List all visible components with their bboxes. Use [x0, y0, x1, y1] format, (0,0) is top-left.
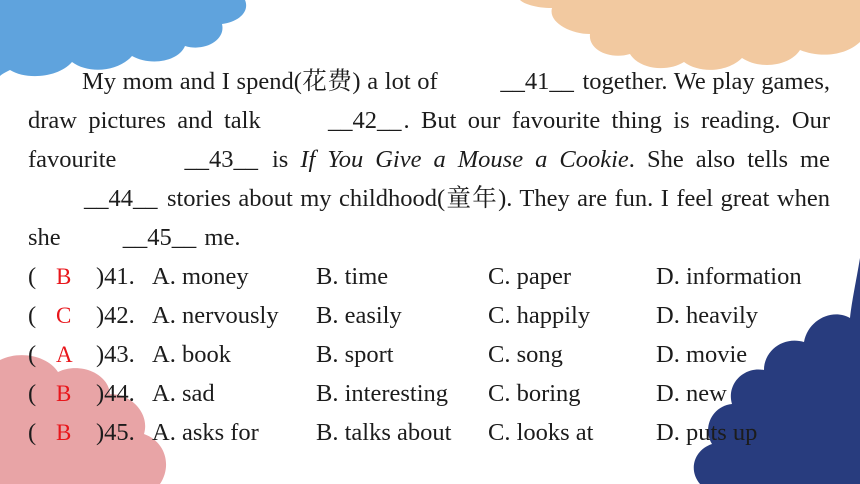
paren-open: ( — [28, 341, 37, 368]
answer-mark: B — [56, 381, 72, 406]
option-b: B. sport — [316, 341, 394, 368]
question-number: )41. — [96, 263, 135, 290]
passage-text: together. We play games, draw pictures and talk — [28, 68, 830, 134]
blank-45: __45__ — [122, 224, 197, 251]
blank-42: __42__ — [328, 107, 402, 134]
option-b: B. time — [316, 263, 389, 290]
blank-44: __44__ — [84, 185, 158, 212]
question-row — [28, 296, 848, 335]
passage-text: me. — [198, 224, 241, 251]
answer-mark: B — [56, 264, 72, 289]
passage-text: stories about my childhood(童年). They are fun. I feel great when she — [28, 185, 830, 251]
option-b: B. interesting — [316, 380, 449, 407]
reading-passage — [28, 62, 830, 257]
option-d: D. new — [656, 380, 727, 407]
option-b: B. talks about — [316, 419, 452, 446]
question-number: )42. — [96, 302, 135, 329]
passage-text: . But our favourite thing is reading. Our favourite — [28, 107, 830, 173]
option-a: A. book — [152, 341, 231, 368]
option-d: D. puts up — [656, 419, 758, 446]
option-a: A. nervously — [152, 302, 279, 329]
option-a: A. asks for — [152, 419, 259, 446]
option-d: D. information — [656, 263, 802, 290]
book-title: If You Give a Mouse a Cookie — [300, 146, 629, 173]
blank-41: __41__ — [500, 68, 574, 95]
option-c: C. song — [488, 341, 563, 368]
question-row — [28, 335, 848, 374]
answer-mark: B — [56, 420, 72, 445]
question-number: )45. — [96, 419, 135, 446]
option-d: D. movie — [656, 341, 748, 368]
option-a: A. money — [152, 263, 249, 290]
option-c: C. boring — [488, 380, 581, 407]
blank-43: __43__ — [184, 146, 258, 173]
question-row — [28, 257, 848, 296]
question-row — [28, 413, 848, 452]
option-a: A. sad — [152, 380, 215, 407]
passage-text: is — [259, 146, 301, 173]
option-d: D. heavily — [656, 302, 759, 329]
option-c: C. paper — [488, 263, 571, 290]
answer-mark: A — [56, 342, 73, 367]
peach-cloud-shape — [520, 0, 860, 70]
question-row — [28, 374, 848, 413]
passage-paragraph — [28, 62, 830, 257]
question-list — [28, 257, 848, 452]
passage-text: My mom and I spend(花费) a lot of — [82, 68, 445, 95]
option-c: C. happily — [488, 302, 591, 329]
paren-open: ( — [28, 380, 37, 407]
paren-open: ( — [28, 263, 37, 290]
option-c: C. looks at — [488, 419, 594, 446]
passage-text: . She also tells me — [628, 146, 830, 173]
question-number: )44. — [96, 380, 135, 407]
answer-mark: C — [56, 303, 72, 328]
paren-open: ( — [28, 419, 37, 446]
paren-open: ( — [28, 302, 37, 329]
question-number: )43. — [96, 341, 135, 368]
option-b: B. easily — [316, 302, 402, 329]
